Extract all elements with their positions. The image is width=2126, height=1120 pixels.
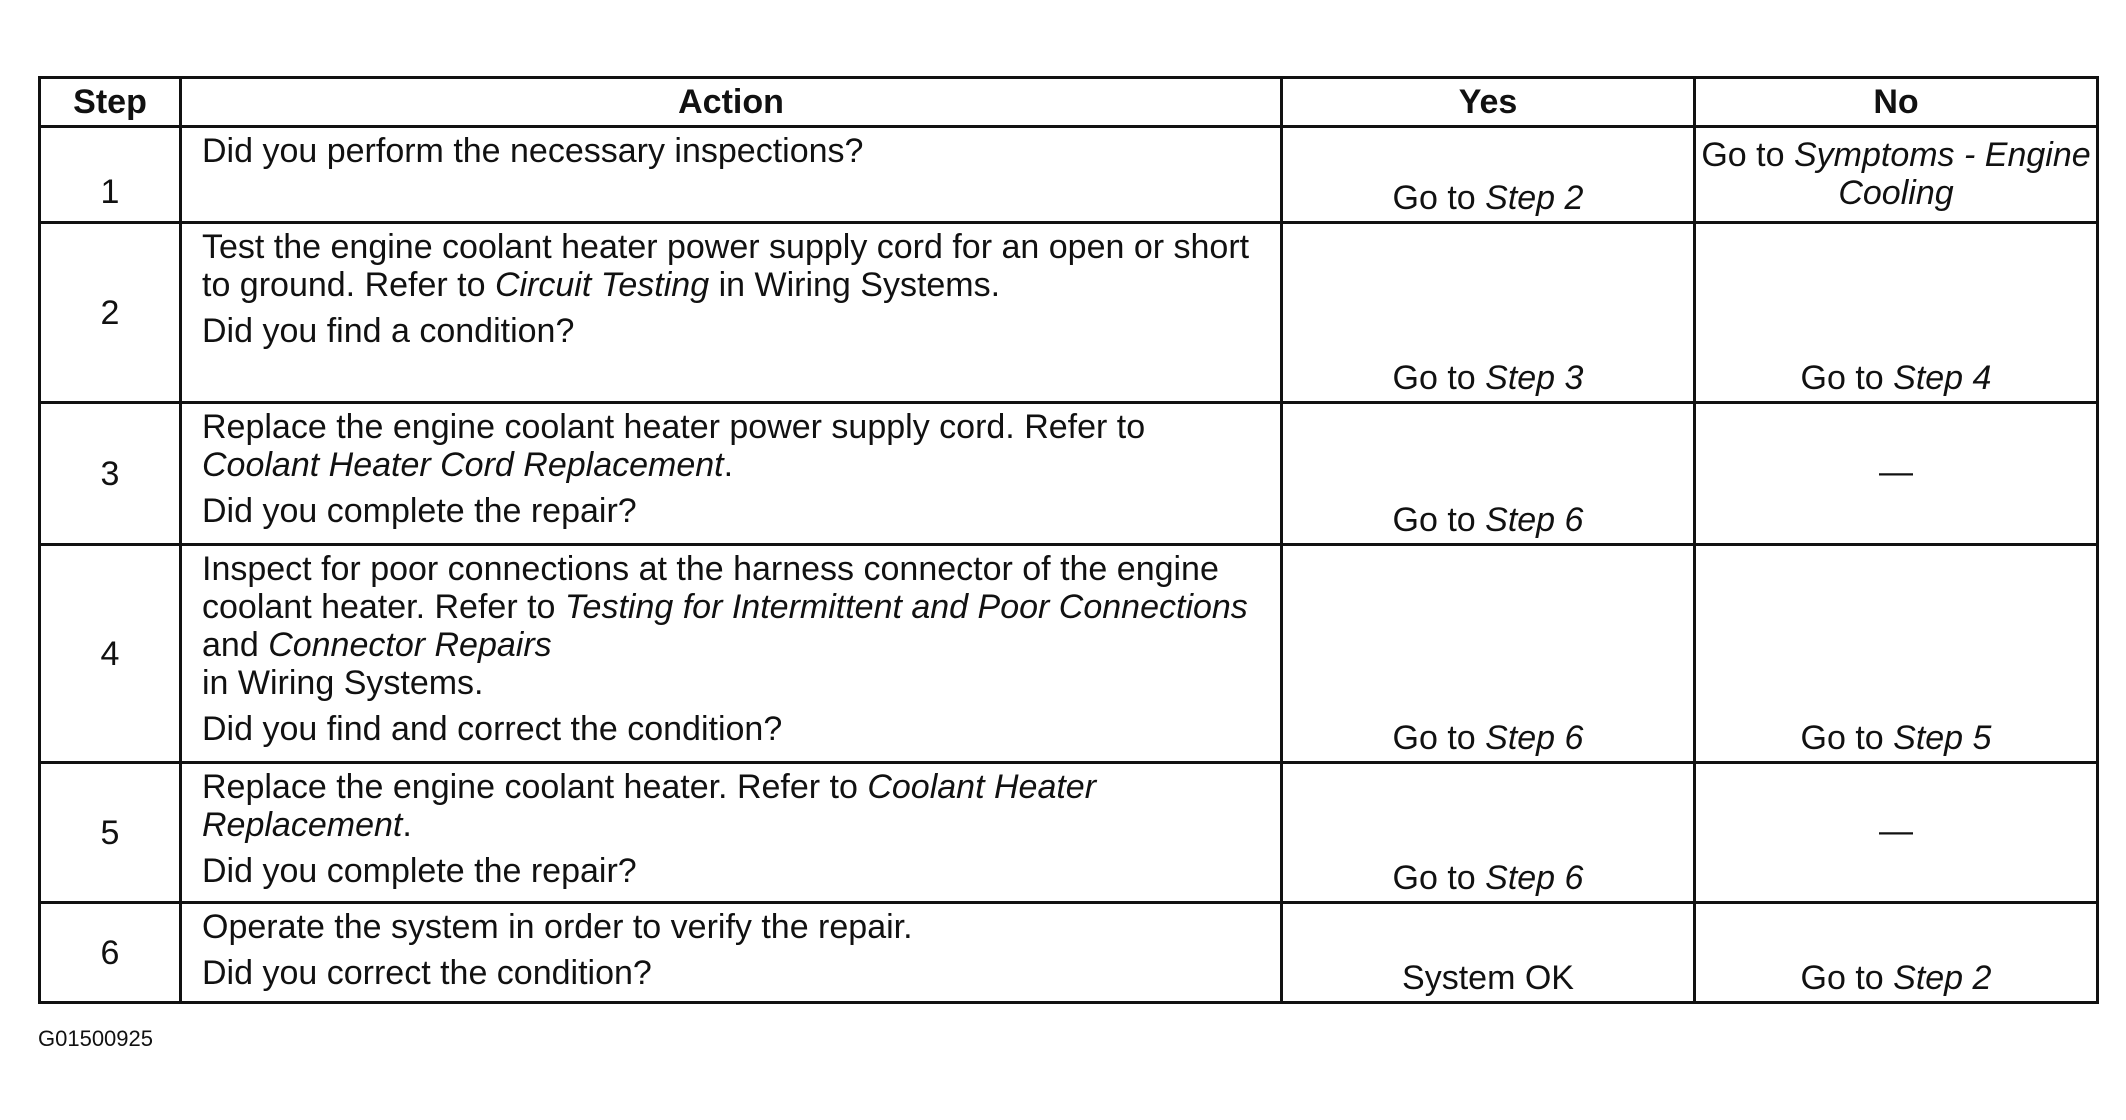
- step-number: 6: [40, 903, 181, 1003]
- yes-prefix: Go to: [1392, 719, 1486, 757]
- yes-cell: [1282, 127, 1695, 223]
- table-row: [40, 545, 2098, 763]
- yes-cell: [1282, 903, 1695, 1003]
- instruction-run: Inspect for poor connections at the harness connector of the engine coolant heater. Refer to: [202, 550, 1219, 626]
- action-cell: [181, 763, 1282, 903]
- yes-prefix: Go to: [1392, 501, 1486, 539]
- reference-text: Coolant Heater Cord Replacement: [202, 446, 724, 484]
- yes-cell: [1282, 223, 1695, 403]
- yes-reference: Step 6: [1485, 859, 1584, 897]
- no-prefix: Go to: [1701, 136, 1794, 174]
- reference-text: Circuit Testing: [494, 266, 710, 304]
- instruction-run: .: [402, 806, 412, 844]
- no-dash: —: [1879, 811, 1913, 850]
- yes-reference: Step 6: [1485, 719, 1584, 757]
- instruction-run: Replace the engine coolant heater power supply cord. Refer to: [202, 408, 1146, 446]
- question-text: Did you find a condition?: [202, 312, 575, 350]
- instruction-text: [202, 228, 1260, 304]
- instruction-paragraph: [202, 228, 1260, 304]
- no-reference: Step 4: [1893, 359, 1992, 397]
- no-cell: [1695, 545, 2098, 763]
- yes-reference: Step 6: [1485, 501, 1584, 539]
- yes-cell: [1282, 545, 1695, 763]
- question-text: Did you complete the repair?: [202, 852, 637, 890]
- instruction-paragraph: [202, 768, 1260, 844]
- question-text: Did you find and correct the condition?: [202, 710, 783, 748]
- instruction-run: in Wiring Systems.: [709, 266, 1001, 304]
- reference-text: Testing for Intermittent and Poor Connections: [564, 588, 1248, 626]
- action-cell: [181, 403, 1282, 545]
- action-cell: [181, 545, 1282, 763]
- table-row: [40, 127, 2098, 223]
- instruction-text: [202, 550, 1260, 702]
- yes-prefix: Go to: [1392, 179, 1486, 217]
- header-no: No: [1695, 78, 2098, 127]
- reference-text: Coolant Heater Replacement: [202, 768, 1097, 844]
- no-prefix: Go to: [1800, 719, 1894, 757]
- yes-prefix: Go to: [1392, 359, 1486, 397]
- reference-text: Connector Repairs: [268, 626, 552, 664]
- step-number: 2: [40, 223, 181, 403]
- diagnostic-table: [38, 76, 2099, 1004]
- yes-cell: [1282, 763, 1695, 903]
- instruction-paragraph: [202, 664, 1260, 702]
- no-dash: —: [1879, 452, 1913, 491]
- question-text: Did you complete the repair?: [202, 492, 637, 530]
- no-cell: [1695, 223, 2098, 403]
- instruction-text: [202, 908, 1260, 946]
- header-action: Action: [181, 78, 1282, 127]
- question-text: Did you perform the necessary inspections?: [202, 132, 864, 170]
- no-cell: [1695, 403, 2098, 545]
- instruction-paragraph: [202, 908, 1260, 946]
- step-number: 1: [40, 127, 181, 223]
- action-cell: [181, 903, 1282, 1003]
- no-reference: Step 5: [1893, 719, 1992, 757]
- instruction-run: in Wiring Systems.: [202, 664, 484, 702]
- step-number: 3: [40, 403, 181, 545]
- instruction-paragraph: [202, 550, 1260, 664]
- table-row: [40, 223, 2098, 403]
- yes-reference: Step 3: [1485, 359, 1584, 397]
- no-cell: [1695, 763, 2098, 903]
- instruction-run: Test the engine coolant heater power supply cord for an open or short to ground. Refer to: [202, 228, 1250, 304]
- instruction-paragraph: [202, 408, 1260, 484]
- instruction-run: and: [202, 626, 269, 664]
- no-cell: [1695, 903, 2098, 1003]
- question-text: Did you correct the condition?: [202, 954, 652, 992]
- table-row: [40, 903, 2098, 1003]
- header-yes: Yes: [1282, 78, 1695, 127]
- instruction-run: Replace the engine coolant heater. Refer to: [202, 768, 868, 806]
- yes-result: System OK: [1402, 959, 1574, 997]
- table-row: [40, 403, 2098, 545]
- instruction-run: .: [723, 446, 734, 484]
- yes-reference: Step 2: [1485, 179, 1584, 217]
- no-prefix: Go to: [1800, 959, 1894, 997]
- instruction-text: [202, 768, 1260, 844]
- step-number: 5: [40, 763, 181, 903]
- instruction-run: Operate the system in order to verify the repair.: [202, 908, 913, 946]
- no-reference: Symptoms - Engine Cooling: [1793, 136, 2091, 212]
- action-cell: [181, 127, 1282, 223]
- header-row: [40, 78, 2098, 127]
- instruction-text: [202, 408, 1260, 484]
- no-reference: Step 2: [1893, 959, 1992, 997]
- yes-prefix: Go to: [1392, 859, 1486, 897]
- action-cell: [181, 223, 1282, 403]
- table-row: [40, 763, 2098, 903]
- step-number: 4: [40, 545, 181, 763]
- figure-id: G01500925: [38, 1026, 153, 1051]
- yes-cell: [1282, 403, 1695, 545]
- header-step: Step: [40, 78, 181, 127]
- no-cell: [1695, 127, 2098, 223]
- no-prefix: Go to: [1800, 359, 1894, 397]
